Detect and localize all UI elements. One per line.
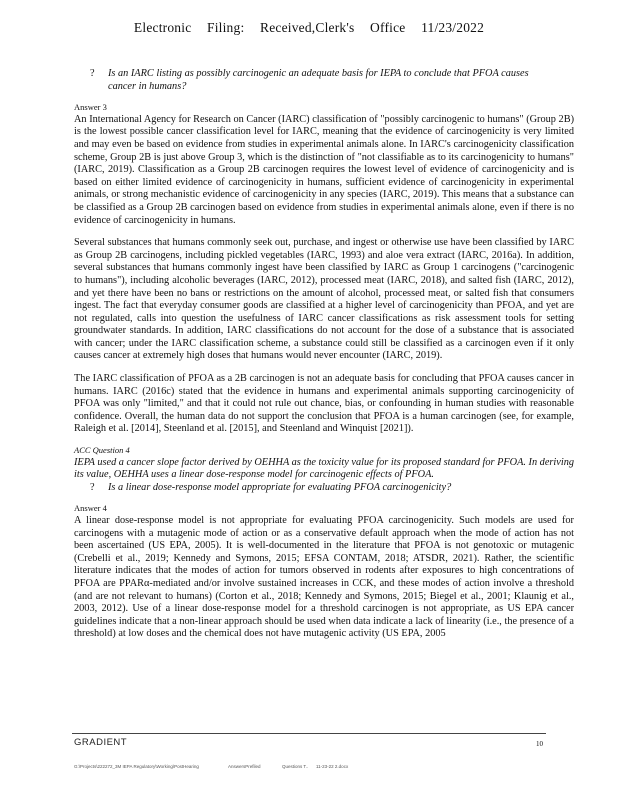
header-electronic: Electronic xyxy=(133,20,192,35)
question-4 xyxy=(74,482,574,495)
question-4-intro: IEPA used a cancer slope factor derived by OEHHA as the toxicity value for its proposed standard for PFOA. In deriving its value, OEHHA uses a linear dose-response model for carcinogenic effects of PFOA. xyxy=(74,456,574,481)
answer-4-paragraph-1: A linear dose-response model is not appropriate for evaluating PFOA carcinogenicity. Such models are used for carcinogens with a mutagenic mode of action or as a conservative default approach when the mode of action has not been ascertained (US EPA, 2005). It is well-documented in the literature that PFOA is not genotoxic or mutagenic (Crebelli et al., 2019; Kennedy and Symons, 2015; EFSA CONTAM, 2018; ATSDR, 2021). Rather, the scientific literature indicates that the modes of action for tumors observed in rodents after exposures to high concentrations of PFOA are PPARα-mediated and/or involve sustained increases in CCK, and these modes of action involve a threshold (and are not relevant to humans) (Corton et al., 2018; Kennedy and Symons, 2015; Biegel et al., 2001; Klaunig et al., 2003, 2012). Use of a linear dose-response model for a threshold carcinogen is not appropriate, as US EPA cancer guidelines indicate that a non-linear approach should be used when data indicate a lack of linearity (i.e., the presence of a threshold) at low doses and the chemical does not have mutagenic activity (US EPA, 2005 xyxy=(74,515,574,640)
file-path: G:\Projects\222272_3M IEPA Regulatory\Working\PostHearing xyxy=(74,764,199,769)
answer-3-paragraph-2: Several substances that humans commonly seek out, purchase, and ingest or otherwise use have been classified by IARC as Group 2B carcinogens, including pickled vegetables (IARC, 1993) and aloe vera extract (IARC, 2016a). In addition, several substances that humans commonly ingest have been classified by IARC as Group 1 carcinogens ("carcinogenic to humans"), including alcoholic beverages (IARC, 2012), processed meat (IARC, 2018), and salted fish (IARC, 2012), and yet there have been no bans or restrictions on the amount of alcohol, processed meat, or salted fish that consumers ingest. The fact that everyday consumer goods are classified at a higher level of carcinogenicity than PFOA, and yet are not regulated, calls into question the usefulness of IARC cancer classifications as risk assessment tools for setting groundwater standards. In addition, IARC classifications do not account for the dose of a substance that is associated with cancer; under the IARC classification scheme, a substance could still be classified as a carcinogen even if it only causes cancer at extremely high doses that humans would never encounter (IARC, 2019). xyxy=(74,237,574,362)
answer-3-label: Answer 3 xyxy=(74,102,107,113)
header-office: Office xyxy=(370,20,406,35)
gradient-logo: GRADIENT xyxy=(74,737,128,748)
answer-3-paragraph-3: The IARC classification of PFOA as a 2B carcinogen is not an adequate basis for concluding that PFOA causes cancer in humans. IARC (2016c) stated that the evidence in humans and experimental animals supporting carcinogenicity of PFOA was only "limited," and that it could not rule out chance, bias, or confounding in human studies with reasonable confidence. Overall, the human data do not support the conclusion that PFOA is a human carcinogen (see, for example, Raleigh et al. [2014], Steenland et al. [2015], and Steenland and Winquist [2021]). xyxy=(74,373,574,435)
filing-stamp-header xyxy=(0,20,618,36)
document-body xyxy=(74,68,574,641)
question-mark: ? xyxy=(90,481,95,493)
page-number: 10 xyxy=(536,740,543,748)
question-4-text: Is a linear dose-response model appropriate for evaluating PFOA carcinogenicity? xyxy=(108,481,452,493)
header-received: Received,Clerk's xyxy=(259,20,355,35)
file-path-part-2: AnswersPrefiled xyxy=(228,764,261,769)
answer-3-paragraph-1: An International Agency for Research on Cancer (IARC) classification of "possibly carcinogenic to humans" (Group 2B) is the lowest possible cancer classification level for IARC, meaning that the evidence of carcinogenicity is very limited and may even be based on evidence from studies in experimental animals alone. In IARC's carcinogenicity classification scheme, Group 2B is just above Group 3, which is the distinction of "not classifiable as to its carcinogenicity to humans" (IARC, 2019). Classification as a Group 2B carcinogen requires the lowest level of evidence of carcinogenicity and is based on either limited evidence of carcinogenicity in humans, sufficient evidence of carcinogenicity in experimental animals, or strong mechanistic evidence of carcinogenicity in any species (IARC, 2019). This means that a substance can be classified as a Group 2B carcinogen based on evidence from studies in experimental animals alone, even if there is no evidence of carcinogenicity in humans. xyxy=(74,113,574,226)
header-date: 11/23/2022 xyxy=(421,20,485,35)
question-4-label: ACC Question 4 xyxy=(74,445,130,456)
question-mark: ? xyxy=(90,68,95,79)
file-path-part-4: 11-23-22 2.docx xyxy=(316,764,349,769)
answer-4-label: Answer 4 xyxy=(74,503,107,514)
header-filing: Filing: xyxy=(206,20,245,35)
question-3 xyxy=(74,68,574,93)
question-3-text: Is an IARC listing as possibly carcinogenic an adequate basis for IEPA to conclude that PFOA causes cancer in humans? xyxy=(108,68,529,92)
footer-divider xyxy=(72,733,546,734)
file-path-part-3: Questions T.. xyxy=(282,764,309,769)
